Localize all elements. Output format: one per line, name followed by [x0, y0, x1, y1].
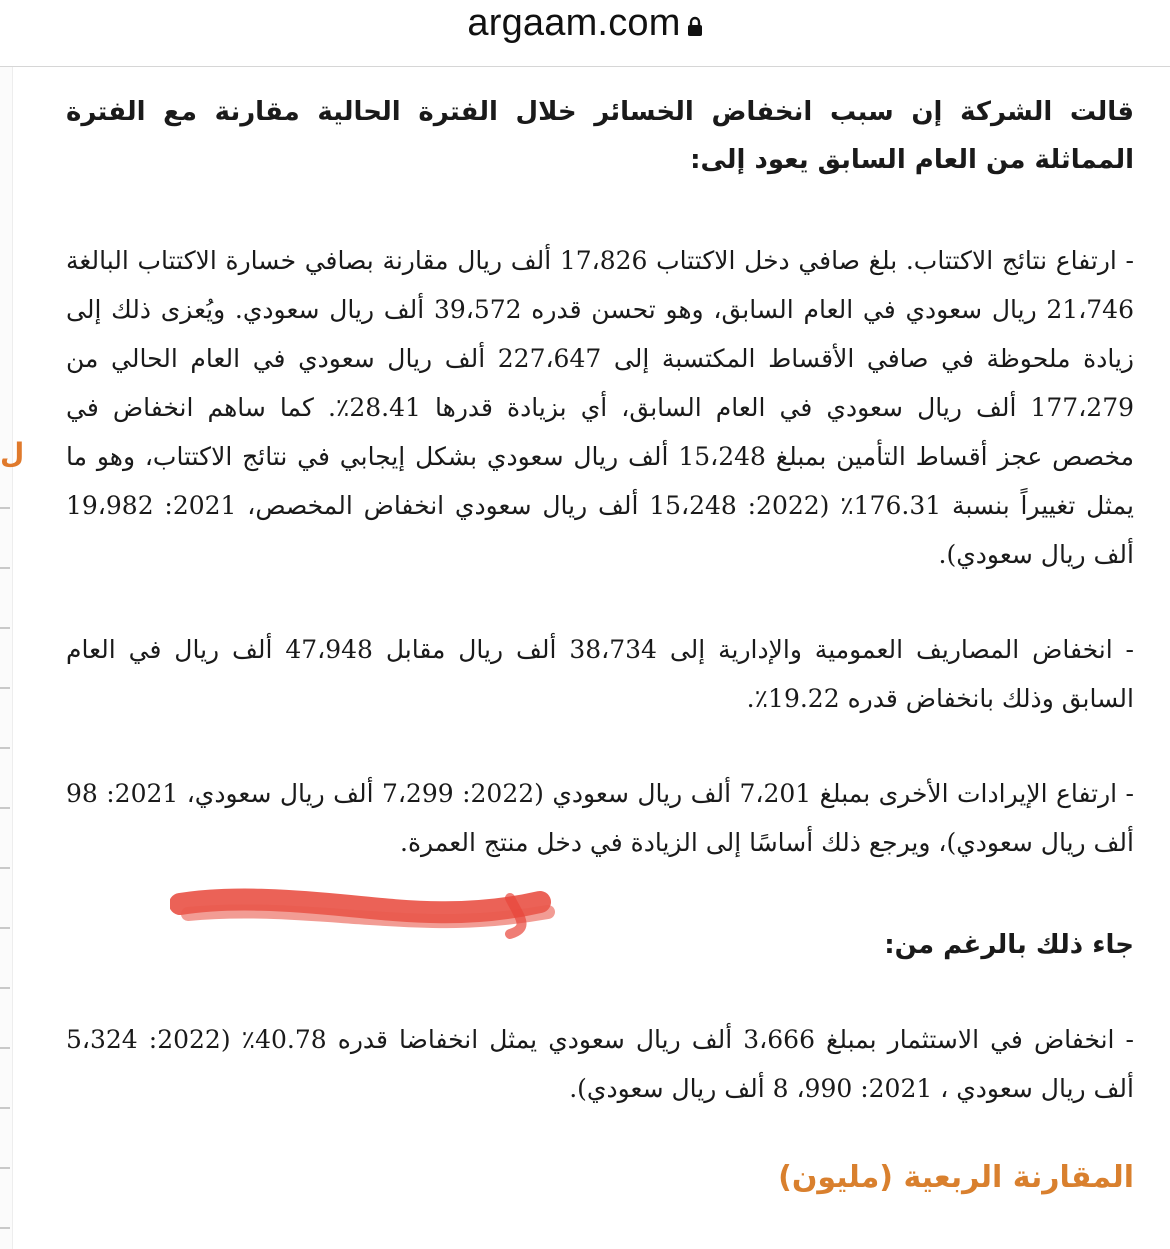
despite-heading: جاء ذلك بالرغم من: [884, 930, 1134, 960]
investment-paragraph: - انخفاض في الاستثمار بمبلغ 3،666 ألف ريال سعودي يمثل انخفاضا قدره 40.78٪ (2022: 5،324 ألف ريال سعودي ، 2021: 990، 8 ألف ريال سعودي). [66, 1025, 1134, 1103]
sidebar-divider [0, 1227, 10, 1229]
sidebar-divider [0, 567, 10, 569]
sidebar-divider [0, 927, 10, 929]
sidebar-divider [0, 507, 10, 509]
article-body [66, 88, 1134, 1203]
sidebar-accent-glyph: ل [0, 437, 25, 470]
address-bar[interactable] [0, 0, 1170, 67]
sidebar-divider [0, 987, 10, 989]
url-container[interactable] [467, 2, 702, 45]
sidebar-divider [0, 807, 10, 809]
sidebar-divider [0, 687, 10, 689]
sidebar-divider [0, 1167, 10, 1169]
expenses-paragraph: - انخفاض المصاريف العمومية والإدارية إلى 38،734 ألف ريال مقابل 47،948 ألف ريال في العام السابق وذلك بانخفاض قدره 19.22٪. [66, 635, 1134, 713]
underwriting-paragraph: - ارتفاع نتائج الاكتتاب. بلغ صافي دخل الاكتتاب 17،826 ألف ريال مقارنة بصافي خسارة الاكتتاب البالغة 21،746 ريال سعودي في العام السابق، وهو تحسن قدره 39،572 ألف ريال سعودي. ويُعزى ذلك إلى زيادة ملحوظة في صافي الأقساط المكتسبة إلى 227،647 ألف ريال سعودي في العام الحالي من 177،279 ألف ريال سعودي في العام السابق، أي بزيادة قدرها 28.41٪. كما ساهم انخفاض في مخصص عجز أقساط التأمين بمبلغ 15،248 ألف ريال سعودي بشكل إيجابي في نتائج الاكتتاب، وهو ما يمثل تغييراً بنسبة 176.31٪ (2022: 15،248 ألف ريال سعودي انخفاض المخصص، 2021: 19،982 ألف ريال سعودي). [66, 246, 1135, 569]
sidebar-divider [0, 1107, 10, 1109]
sidebar-divider [0, 747, 10, 749]
sidebar-divider [0, 1047, 10, 1049]
sidebar-divider [0, 867, 10, 869]
sidebar-divider [0, 627, 10, 629]
section-heading: المقارنة الربعية (مليون) [778, 1160, 1134, 1195]
lock-icon [687, 16, 703, 36]
red-scribble-mark [170, 878, 560, 942]
url-text[interactable]: argaam.com [467, 1, 681, 44]
sidebar-edge [0, 67, 13, 1249]
other-revenue-paragraph: - ارتفاع الإيرادات الأخرى بمبلغ 7،201 ألف ريال سعودي (2022: 7،299 ألف ريال سعودي، 2021: 98 ألف ريال سعودي)، ويرجع ذلك أساسًا إلى الزيادة في دخل منتج العمرة. [66, 779, 1134, 857]
intro-paragraph: قالت الشركة إن سبب انخفاض الخسائر خلال الفترة الحالية مقارنة مع الفترة المماثلة من العام السابق يعود إلى: [66, 97, 1134, 175]
